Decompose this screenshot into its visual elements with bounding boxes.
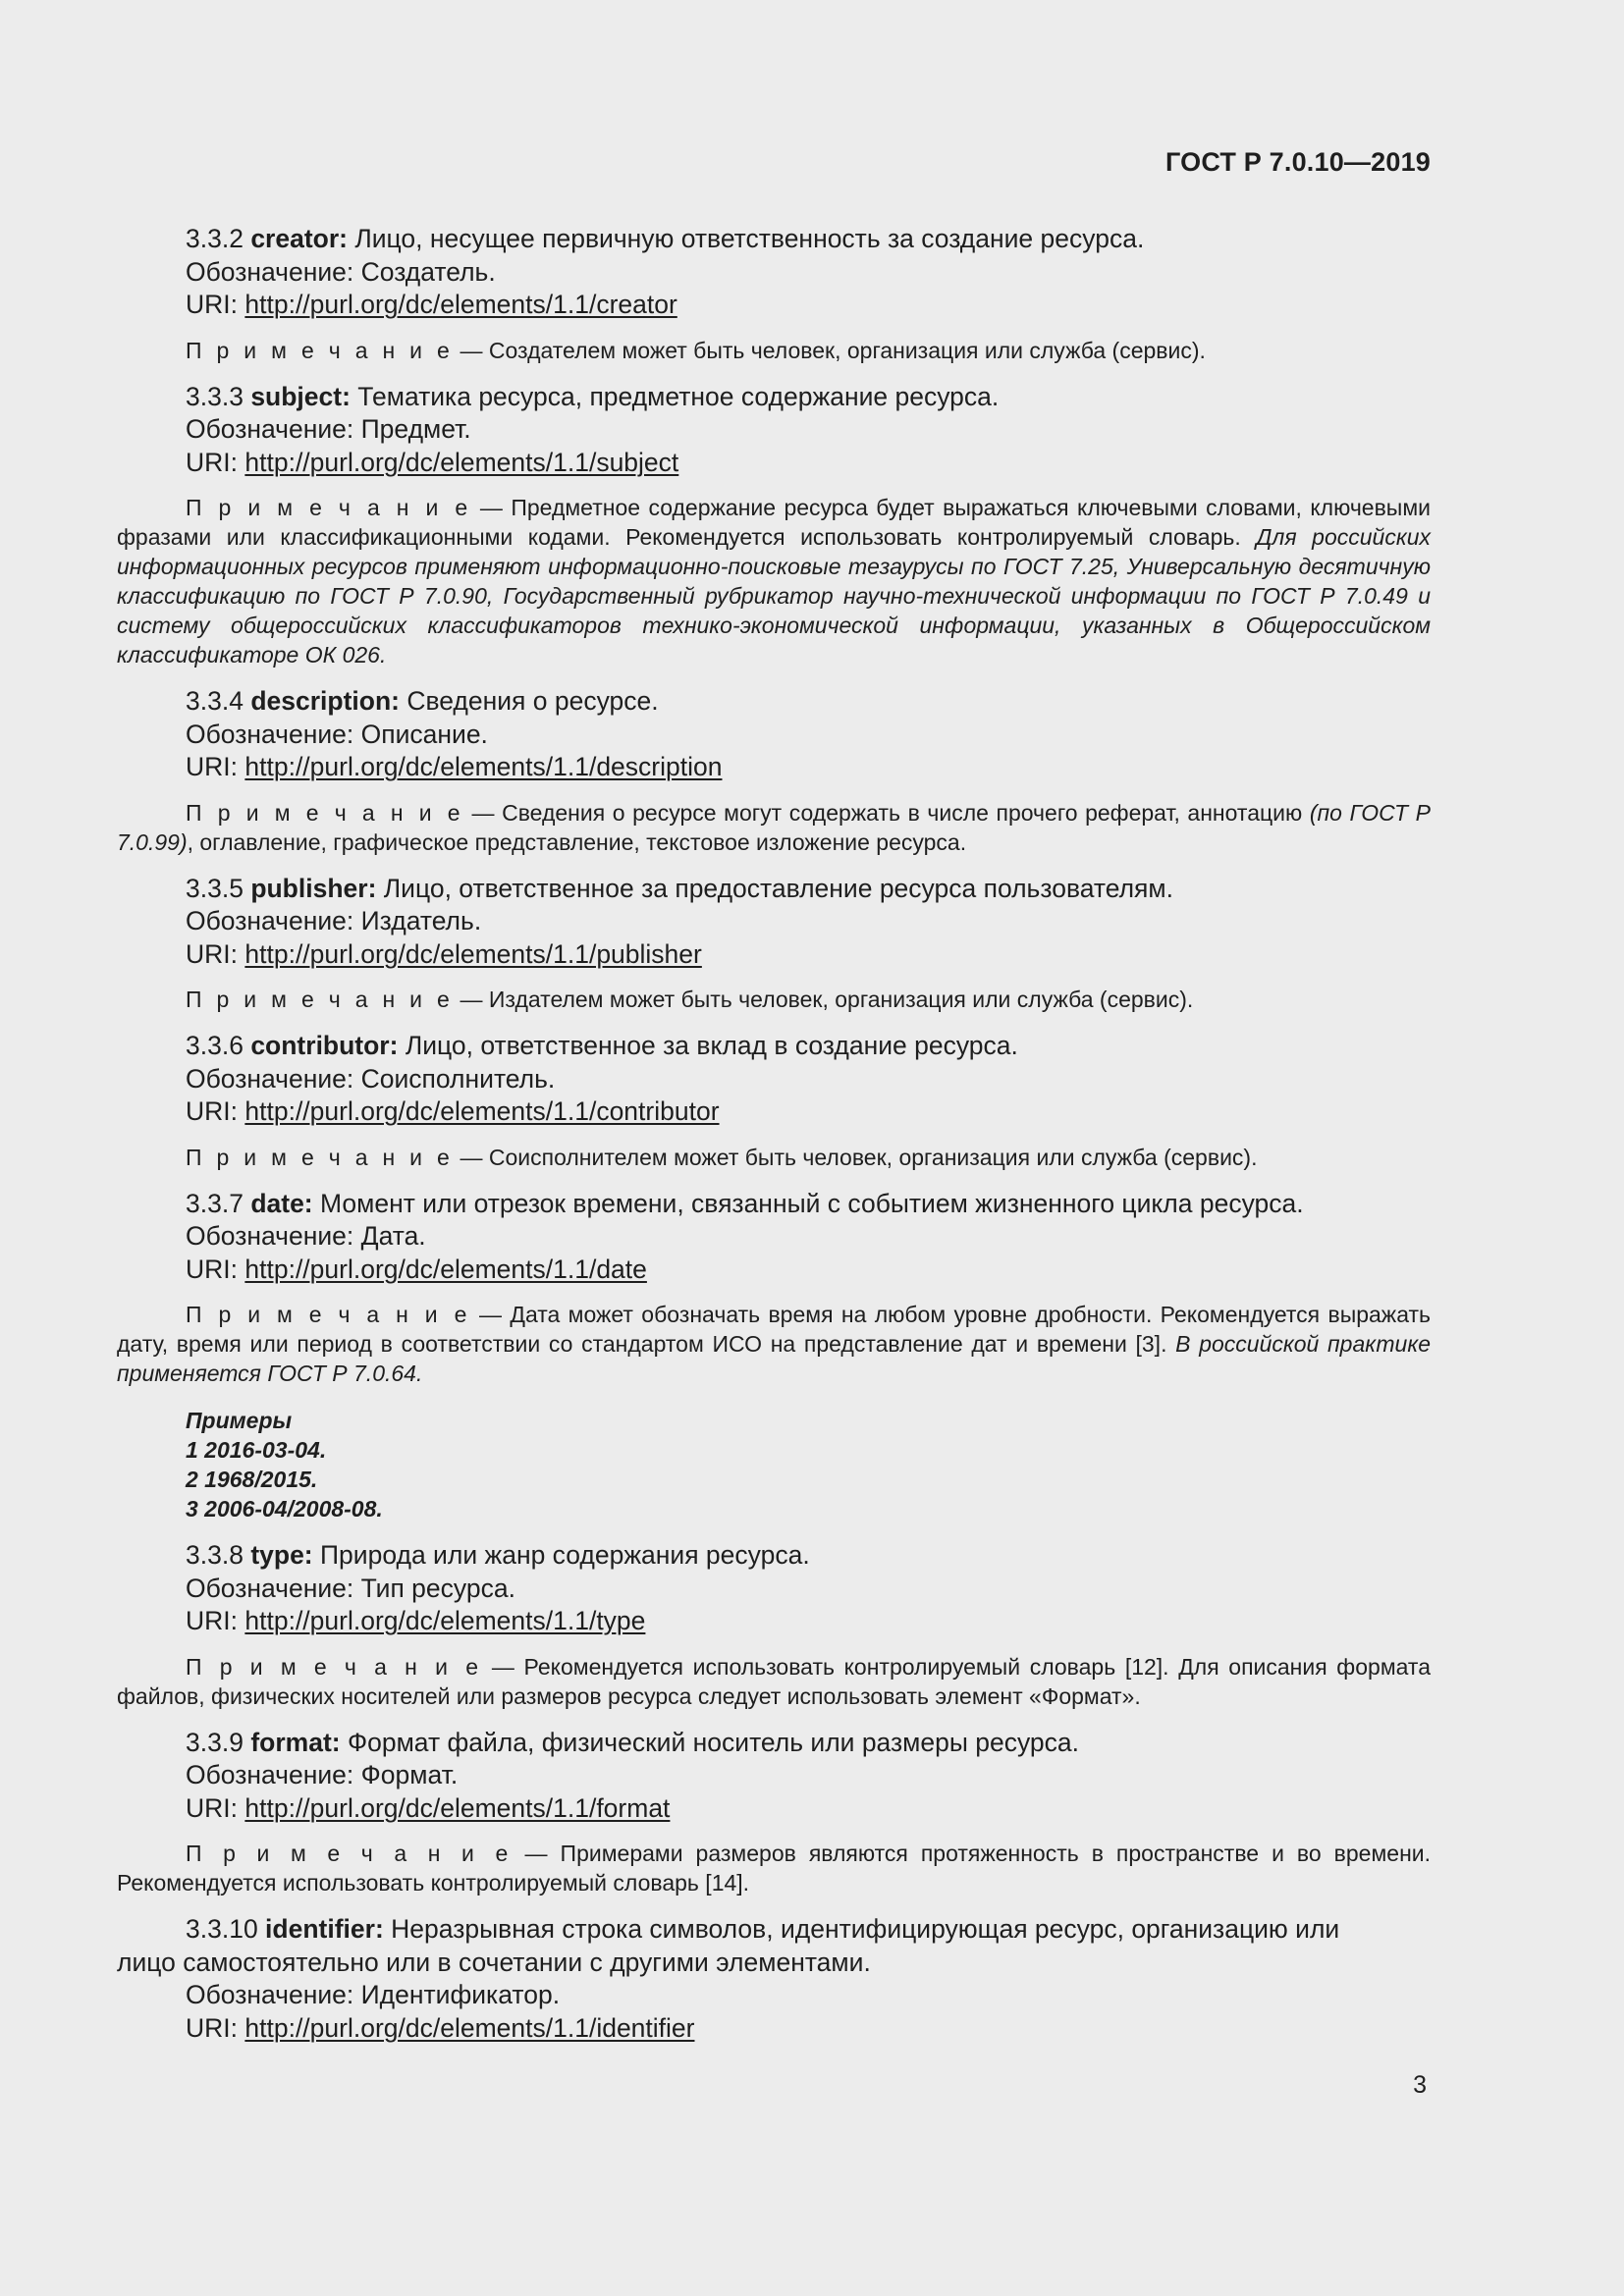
note-dash: —	[454, 337, 489, 363]
designation-value: Создатель.	[360, 256, 496, 287]
designation-label: Обозначение:	[186, 256, 361, 287]
note-label: П р и м е ч а н и е	[186, 495, 472, 520]
term-uri	[117, 447, 1431, 480]
term-definition	[117, 685, 1431, 719]
term-designation	[117, 1063, 1431, 1096]
note-dash: —	[454, 1144, 489, 1170]
term-designation	[117, 256, 1431, 290]
uri-link-publisher[interactable]: http://purl.org/dc/elements/1.1/publisher	[244, 938, 702, 969]
page-number: 3	[1413, 2071, 1427, 2099]
note-label: П р и м е ч а н и е	[186, 1841, 513, 1866]
note-text-italic: В российской практике применяется ГОСТ Р 7.0.64.	[117, 1331, 1431, 1386]
note-text: Создателем может быть человек, организация или служба (сервис).	[488, 337, 1206, 363]
section-number: 3.3.4	[186, 686, 251, 716]
designation-label: Обозначение:	[186, 414, 361, 444]
uri-label: URI:	[186, 938, 245, 969]
designation-label: Обозначение:	[186, 1221, 361, 1251]
section-3-3-10	[117, 1913, 1431, 2045]
term-definition	[117, 1188, 1431, 1221]
note-contributor	[117, 1143, 1431, 1172]
term-uri	[117, 1254, 1431, 1287]
examples-title: Примеры	[186, 1408, 293, 1433]
note-text-italic: Для российских информационных ресурсов применяют информационно-поисковые тезаурусы по ГОСТ 7.25, Универсальную десятичную классификацию по ГОСТ Р 7.0.90, Государственный рубрикатор научно-технической информации по ГОСТ Р 7.0.49 и систему общероссийских классификаторов технико-экономической информации, указанных в Общероссийском классификаторе ОК 026.	[117, 524, 1431, 667]
designation-label: Обозначение:	[186, 719, 361, 749]
uri-label: URI:	[186, 447, 245, 477]
note-text: Издателем может быть человек, организация или служба (сервис).	[488, 987, 1194, 1012]
designation-label: Обозначение:	[186, 1573, 361, 1603]
uri-link-format[interactable]: http://purl.org/dc/elements/1.1/format	[244, 1792, 671, 1823]
example-item: 3 2006-04/2008-08.	[186, 1496, 383, 1522]
term-name: type:	[250, 1540, 313, 1570]
term-name: description:	[250, 686, 400, 716]
note-text-end: , оглавление, графическое представление, текстовое изложение ресурса.	[187, 828, 967, 855]
section-3-3-9	[117, 1727, 1431, 1826]
note-dash: —	[512, 1841, 561, 1866]
note-label: П р и м е ч а н и е	[186, 1653, 483, 1680]
term-def: Лицо, несущее первичную ответственность за создание ресурса.	[348, 224, 1145, 253]
note-text: Предметное содержание ресурса будет выражаться ключевыми словами, ключевыми фразами или классификационными кодами. Рекомендуется использовать контролируемый словарь.	[117, 495, 1431, 550]
term-name: subject:	[250, 381, 351, 411]
term-designation	[117, 1220, 1431, 1254]
designation-label: Обозначение:	[186, 1980, 361, 2009]
note-label: П р и м е ч а н и е	[186, 1302, 471, 1327]
section-3-3-3	[117, 381, 1431, 480]
note-format	[117, 1839, 1431, 1897]
designation-value: Идентификатор.	[360, 1980, 561, 2009]
term-definition	[117, 1030, 1431, 1063]
designation-label: Обозначение:	[186, 1063, 361, 1094]
section-number: 3.3.9	[186, 1727, 251, 1757]
term-definition	[117, 1913, 1431, 1947]
term-designation	[117, 1979, 1431, 2012]
note-text: Соисполнителем может быть человек, организация или служба (сервис).	[488, 1144, 1258, 1170]
uri-link-contributor[interactable]: http://purl.org/dc/elements/1.1/contributor	[244, 1096, 720, 1126]
note-text: Сведения о ресурсе могут содержать в числе прочего реферат, аннотацию	[502, 799, 1310, 826]
designation-label: Обозначение:	[186, 1760, 361, 1789]
term-designation	[117, 1759, 1431, 1792]
note-creator	[117, 336, 1431, 365]
note-label: П р и м е ч а н и е	[186, 799, 464, 826]
section-3-3-8	[117, 1539, 1431, 1638]
uri-label: URI:	[186, 1096, 245, 1126]
note-type	[117, 1652, 1431, 1711]
term-name: date:	[250, 1188, 313, 1218]
term-definition	[117, 223, 1431, 256]
term-def: Неразрывная строка символов, идентифицирующая ресурс, организацию или	[383, 1914, 1340, 1944]
note-dash: —	[482, 1653, 524, 1680]
term-name: creator:	[250, 224, 348, 253]
examples-block	[117, 1406, 1431, 1523]
term-definition-continued: лицо самостоятельно или в сочетании с другими элементами.	[117, 1947, 871, 1977]
note-text: Рекомендуется использовать контролируемый словарь [12]. Для описания формата файлов, физических носителей или размеров ресурса следует использовать элемент «Формат».	[117, 1653, 1431, 1709]
section-3-3-2	[117, 223, 1431, 322]
note-text: Примерами размеров являются протяженность в пространстве и во времени. Рекомендуется использовать контролируемый словарь [14].	[117, 1841, 1432, 1896]
section-number: 3.3.2	[186, 224, 251, 253]
note-label: П р и м е ч а н и е	[186, 1144, 455, 1170]
term-uri	[117, 938, 1431, 972]
term-definition	[117, 381, 1431, 414]
note-date	[117, 1300, 1431, 1388]
term-uri	[117, 1605, 1431, 1638]
term-designation	[117, 1573, 1431, 1606]
section-3-3-5	[117, 873, 1431, 972]
term-definition	[117, 1727, 1431, 1760]
example-item: 2 1968/2015.	[186, 1467, 318, 1492]
uri-label: URI:	[186, 2012, 245, 2043]
note-dash: —	[463, 799, 503, 826]
document-body	[117, 223, 1431, 2045]
uri-link-type[interactable]: http://purl.org/dc/elements/1.1/type	[244, 1606, 646, 1635]
term-name: publisher:	[250, 873, 377, 903]
term-def: Сведения о ресурсе.	[399, 686, 659, 716]
term-name: identifier:	[265, 1914, 384, 1944]
document-header: ГОСТ Р 7.0.10—2019	[1164, 147, 1431, 177]
designation-value: Соисполнитель.	[360, 1063, 556, 1094]
uri-link-date[interactable]: http://purl.org/dc/elements/1.1/date	[244, 1254, 647, 1284]
term-def: Природа или жанр содержания ресурса.	[312, 1540, 810, 1570]
uri-label: URI:	[186, 1606, 245, 1635]
term-designation	[117, 413, 1431, 447]
uri-link-subject[interactable]: http://purl.org/dc/elements/1.1/subject	[244, 447, 679, 477]
note-text-italic: (по ГОСТ Р 7.0.99)	[117, 799, 1432, 855]
term-def: Момент или отрезок времени, связанный с событием жизненного цикла ресурса.	[312, 1188, 1304, 1218]
term-uri	[117, 1095, 1431, 1129]
note-publisher	[117, 985, 1431, 1014]
section-number: 3.3.3	[186, 381, 251, 411]
section-number: 3.3.10	[186, 1914, 266, 1944]
uri-label: URI:	[186, 1254, 245, 1284]
note-dash: —	[471, 495, 512, 520]
note-label: П р и м е ч а н и е	[186, 337, 455, 363]
section-number: 3.3.8	[186, 1540, 251, 1570]
term-def: Лицо, ответственное за вклад в создание ресурса.	[398, 1031, 1018, 1060]
designation-value: Издатель.	[360, 906, 482, 935]
uri-label: URI:	[186, 752, 245, 781]
designation-value: Формат.	[360, 1760, 459, 1789]
term-uri	[117, 2012, 1431, 2046]
uri-label: URI:	[186, 290, 245, 319]
designation-value: Дата.	[360, 1221, 426, 1251]
term-def: Формат файла, физический носитель или размеры ресурса.	[340, 1727, 1080, 1757]
uri-label: URI:	[186, 1792, 245, 1823]
term-def: Лицо, ответственное за предоставление ресурса пользователям.	[376, 873, 1173, 903]
section-number: 3.3.6	[186, 1031, 251, 1060]
note-description	[117, 798, 1431, 857]
section-number: 3.3.7	[186, 1188, 251, 1218]
term-uri	[117, 289, 1431, 322]
term-name: format:	[250, 1727, 341, 1757]
designation-value: Предмет.	[360, 414, 471, 444]
section-3-3-6	[117, 1030, 1431, 1129]
note-dash: —	[470, 1302, 511, 1327]
term-uri	[117, 751, 1431, 784]
section-number: 3.3.5	[186, 873, 251, 903]
uri-link-identifier[interactable]: http://purl.org/dc/elements/1.1/identifier	[244, 2012, 695, 2043]
uri-link-description[interactable]: http://purl.org/dc/elements/1.1/description	[244, 752, 723, 781]
term-def: Тематика ресурса, предметное содержание ресурса.	[350, 381, 1000, 411]
uri-link-creator[interactable]: http://purl.org/dc/elements/1.1/creator	[244, 290, 677, 319]
designation-label: Обозначение:	[186, 906, 361, 935]
term-name: contributor:	[250, 1031, 399, 1060]
note-text: Дата может обозначать время на любом уровне дробности. Рекомендуется выражать дату, время или период в соответствии со стандартом ИСО на представление дат и времени [3].	[117, 1302, 1431, 1357]
designation-value: Тип ресурса.	[360, 1573, 515, 1603]
term-definition	[117, 873, 1431, 906]
section-3-3-4	[117, 685, 1431, 784]
designation-value: Описание.	[360, 719, 488, 749]
term-designation	[117, 905, 1431, 938]
note-label: П р и м е ч а н и е	[186, 987, 455, 1012]
section-3-3-7	[117, 1188, 1431, 1287]
term-uri	[117, 1792, 1431, 1826]
example-item: 1 2016-03-04.	[186, 1437, 327, 1463]
term-definition	[117, 1539, 1431, 1573]
term-designation	[117, 719, 1431, 752]
note-subject	[117, 493, 1431, 669]
note-dash: —	[454, 987, 489, 1012]
